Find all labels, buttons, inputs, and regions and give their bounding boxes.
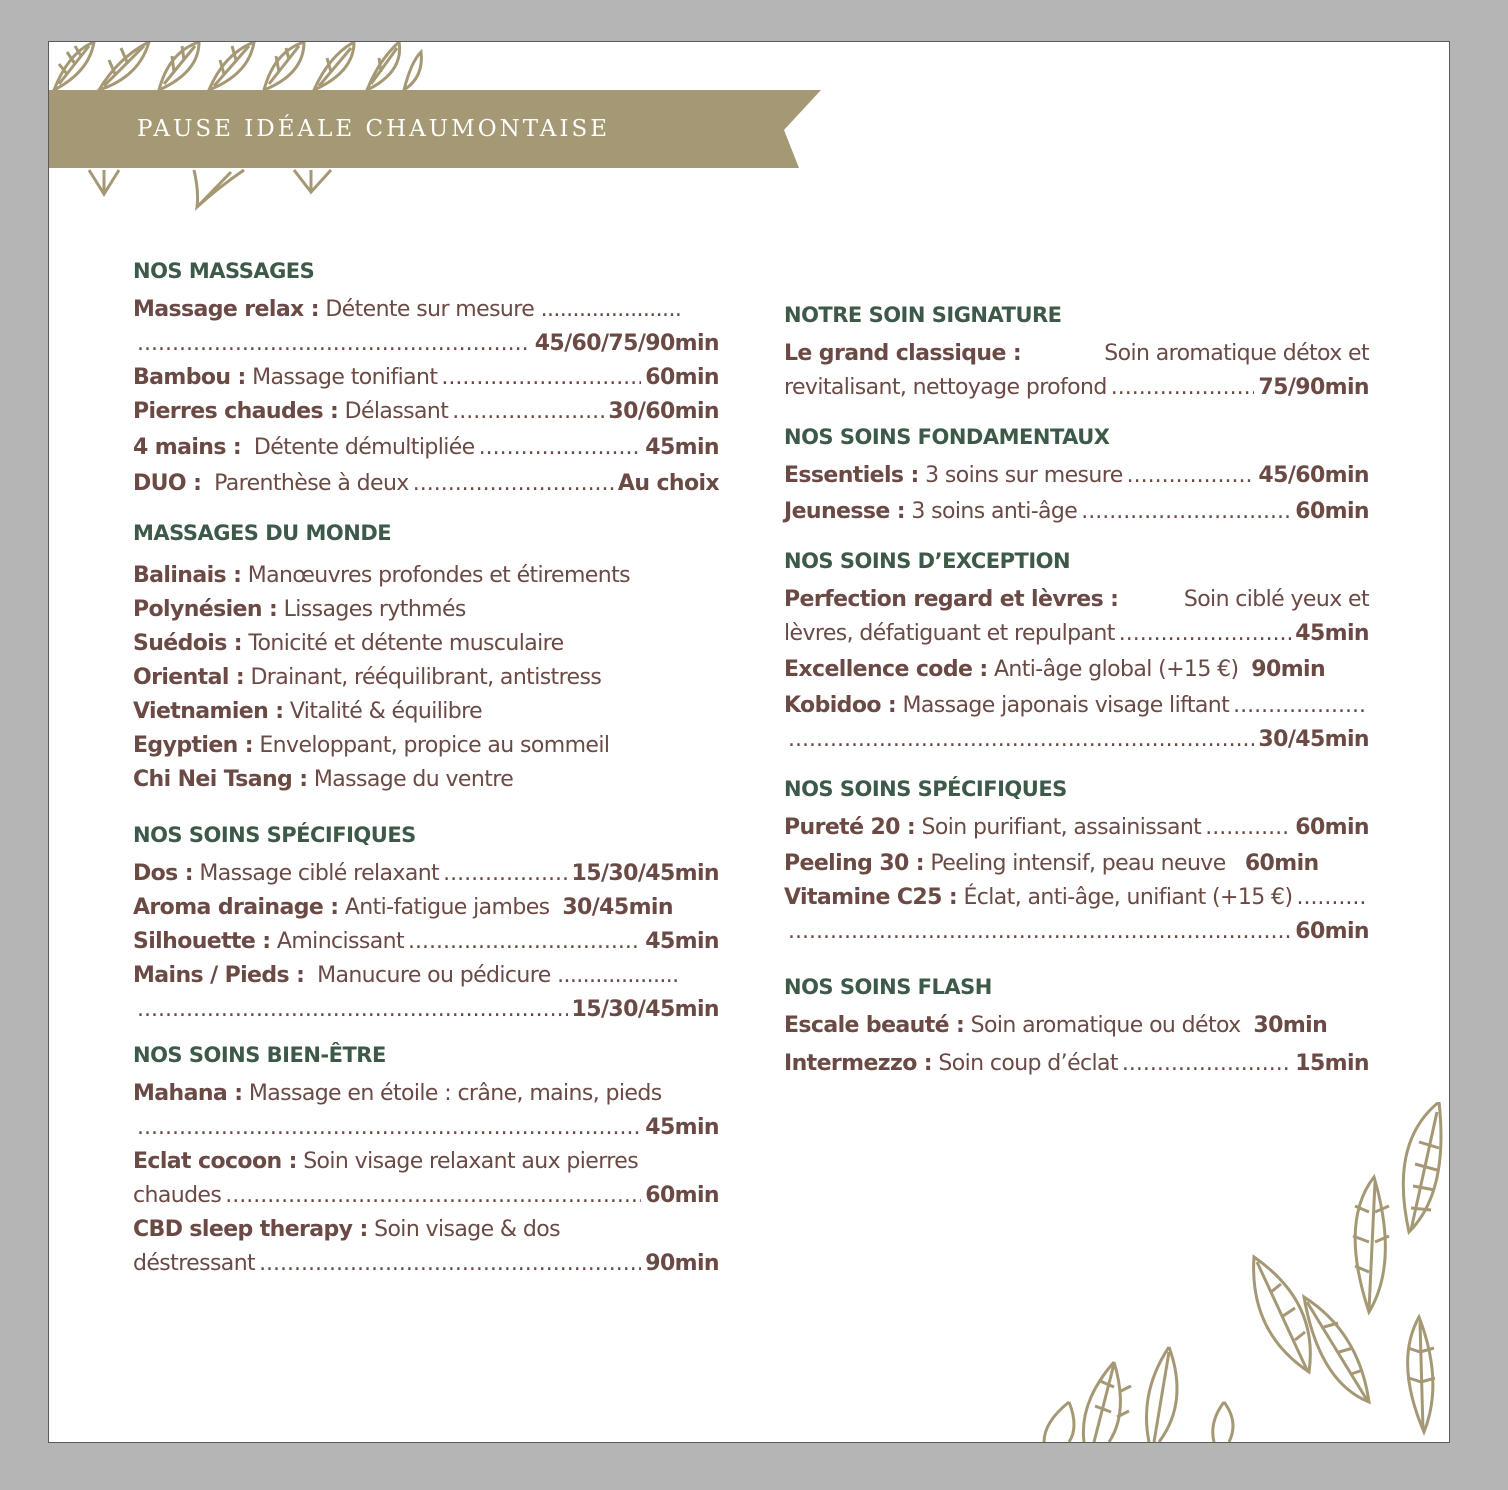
menu-item: Eclat cocoon : Soin visage relaxant aux pierres xyxy=(133,1149,639,1174)
menu-item: Oriental : Drainant, rééquilibrant, antistress xyxy=(133,665,602,690)
page-title: PAUSE IDÉALE CHAUMONTAISE xyxy=(137,116,611,142)
menu-item: Suédois : Tonicité et détente musculaire xyxy=(133,631,564,656)
menu-item: Massage relax : Détente sur mesure ...................... xyxy=(133,297,682,322)
menu-item: ..... 15/30/45min xyxy=(133,994,719,1026)
menu-item: Bambou : Massage tonifiant ..... 60min xyxy=(133,362,719,394)
section-title-exception: NOS SOINS D’EXCEPTION xyxy=(784,549,1071,573)
menu-page xyxy=(48,41,1450,1443)
menu-item: chaudes ..... 60min xyxy=(133,1180,719,1212)
section-title-specifiques: NOS SOINS SPÉCIFIQUES xyxy=(133,823,416,847)
section-title-flash: NOS SOINS FLASH xyxy=(784,975,992,999)
left-column xyxy=(133,258,719,1282)
menu-item: Excellence code : Anti-âge global (+15 €) 90min xyxy=(784,657,1326,682)
section-title-specifiques-right: NOS SOINS SPÉCIFIQUES xyxy=(784,777,1067,801)
menu-item: Essentiels : 3 soins sur mesure ..... 45/60min xyxy=(784,460,1369,492)
menu-item: Pureté 20 : Soin purifiant, assainissant ..... 60min xyxy=(784,812,1369,844)
menu-item: Egyptien : Enveloppant, propice au sommeil xyxy=(133,733,610,758)
menu-item: Mahana : Massage en étoile : crâne, mains, pieds xyxy=(133,1081,662,1106)
menu-item: déstressant ..... 90min xyxy=(133,1248,719,1280)
menu-item: Le grand classique : Soin aromatique détox et xyxy=(784,341,1369,366)
menu-item: lèvres, défatiguant et repulpant ..... 45min xyxy=(784,618,1369,650)
menu-item: Kobidoo : Massage japonais visage liftant ..... xyxy=(784,690,1369,722)
menu-item: revitalisant, nettoyage profond ..... 75/90min xyxy=(784,372,1369,404)
menu-item: ..... 60min xyxy=(784,916,1369,948)
menu-item: CBD sleep therapy : Soin visage & dos xyxy=(133,1217,560,1242)
menu-item: Polynésien : Lissages rythmés xyxy=(133,597,466,622)
menu-item: 4 mains : Détente démultipliée ..... 45min xyxy=(133,432,719,464)
menu-item: DUO : Parenthèse à deux ..... Au choix xyxy=(133,468,719,500)
menu-item: Jeunesse : 3 soins anti-âge ..... 60min xyxy=(784,496,1369,528)
menu-item: ..... 45min xyxy=(133,1112,719,1144)
menu-item: Pierres chaudes : Délassant ..... 30/60min xyxy=(133,396,719,428)
section-title-massages: NOS MASSAGES xyxy=(133,259,315,283)
menu-item: Peeling 30 : Peeling intensif, peau neuve 60min xyxy=(784,851,1319,876)
menu-item: Silhouette : Amincissant ..... 45min xyxy=(133,926,719,958)
menu-item: ..... 45/60/75/90min xyxy=(133,328,719,360)
section-title-monde: MASSAGES DU MONDE xyxy=(133,521,392,545)
menu-item: Vitamine C25 : Éclat, anti-âge, unifiant (+15 €) ..... xyxy=(784,882,1369,914)
section-title-fondamentaux: NOS SOINS FONDAMENTAUX xyxy=(784,425,1110,449)
menu-item: Aroma drainage : Anti-fatigue jambes 30/45min xyxy=(133,895,673,920)
right-column xyxy=(784,302,1369,1082)
section-title-signature: NOTRE SOIN SIGNATURE xyxy=(784,303,1062,327)
section-title-bienetre: NOS SOINS BIEN-ÊTRE xyxy=(133,1043,386,1067)
menu-item: Intermezzo : Soin coup d’éclat ..... 15min xyxy=(784,1048,1369,1080)
menu-item: Balinais : Manœuvres profondes et étirements xyxy=(133,563,630,588)
menu-item: Dos : Massage ciblé relaxant ..... 15/30/45min xyxy=(133,858,719,890)
menu-item: Chi Nei Tsang : Massage du ventre xyxy=(133,767,514,792)
menu-item: Mains / Pieds : Manucure ou pédicure ................... xyxy=(133,963,679,988)
menu-item: ..... 30/45min xyxy=(784,724,1369,756)
leaf-icon xyxy=(1039,1102,1449,1442)
menu-item: Vietnamien : Vitalité & équilibre xyxy=(133,699,482,724)
menu-item: Perfection regard et lèvres : Soin ciblé yeux et xyxy=(784,587,1369,612)
menu-item: Escale beauté : Soin aromatique ou détox 30min xyxy=(784,1013,1328,1038)
